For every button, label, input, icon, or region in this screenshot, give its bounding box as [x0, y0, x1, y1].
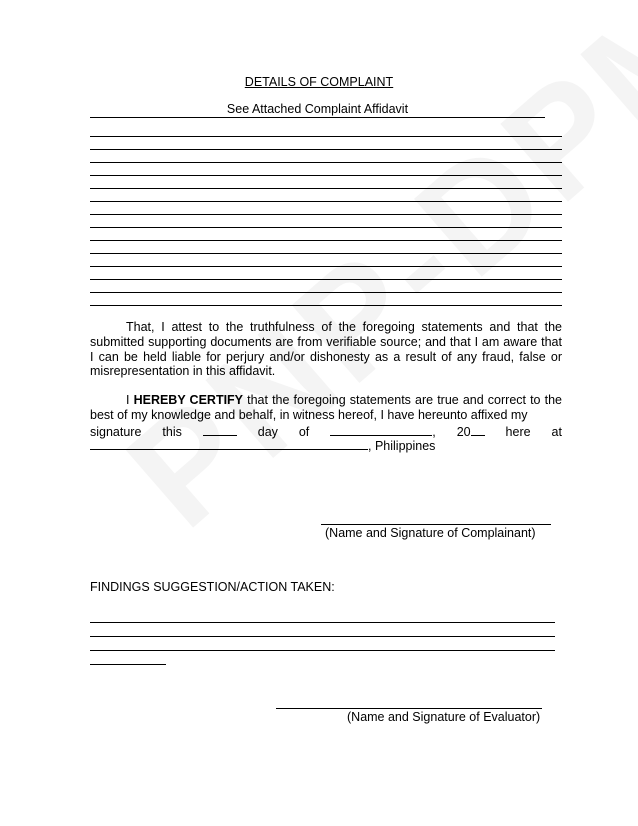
word-signature: signature [90, 425, 142, 439]
findings-line[interactable] [90, 650, 555, 651]
complaint-line [90, 149, 562, 150]
complaint-line [90, 136, 562, 137]
complainant-label: (Name and Signature of Complainant) [325, 526, 536, 540]
month-blank[interactable] [330, 423, 432, 436]
findings-line-short[interactable] [90, 664, 166, 665]
complaint-line [90, 305, 562, 306]
findings-label: FINDINGS SUGGESTION/ACTION TAKEN: [90, 580, 335, 594]
certify-bold: HEREBY CERTIFY [133, 393, 244, 407]
complaint-line [90, 201, 562, 202]
complaint-line [90, 279, 562, 280]
certify-rest: that the foregoing statements are true and correct to the best of my knowledge and behalf, in witness hereof, I have hereunto affixed my [90, 393, 562, 422]
document-title: DETAILS OF COMPLAINT [244, 75, 394, 89]
evaluator-label: (Name and Signature of Evaluator) [347, 710, 541, 724]
complaint-line [90, 162, 562, 163]
attached-affidavit-line: See Attached Complaint Affidavit [90, 101, 545, 118]
findings-line[interactable] [90, 622, 555, 623]
day-blank[interactable] [203, 423, 237, 436]
word-at: at [551, 425, 562, 439]
word-this: this [162, 425, 182, 439]
complaint-line [90, 214, 562, 215]
word-20: 20 [456, 425, 471, 439]
complaint-line [90, 266, 562, 267]
findings-line[interactable] [90, 636, 555, 637]
complaint-line [90, 175, 562, 176]
attest-paragraph: That, I attest to the truthfulness of the foregoing statements and that the submitted supporting documents are from verifiable source; and that I am aware that I can be held liable for perjury and/or dishonesty as a result of any fraud, false or misrepresentation in this affidavit. [90, 320, 562, 379]
place-row [90, 437, 562, 454]
complainant-signature-line[interactable] [321, 524, 551, 525]
complaint-line [90, 188, 562, 189]
certify-paragraph [90, 393, 562, 423]
complaint-line [90, 292, 562, 293]
word-of: of [298, 425, 310, 439]
complaint-line [90, 240, 562, 241]
year-blank[interactable] [471, 423, 485, 436]
comma: , [432, 425, 436, 439]
complaint-line [90, 253, 562, 254]
place-blank[interactable] [90, 437, 368, 450]
word-day: day [257, 425, 278, 439]
word-here: here [505, 425, 531, 439]
complaint-line [90, 227, 562, 228]
place-suffix: , Philippines [368, 439, 436, 453]
evaluator-signature-line[interactable] [276, 708, 542, 709]
certify-prefix: I [126, 393, 134, 407]
